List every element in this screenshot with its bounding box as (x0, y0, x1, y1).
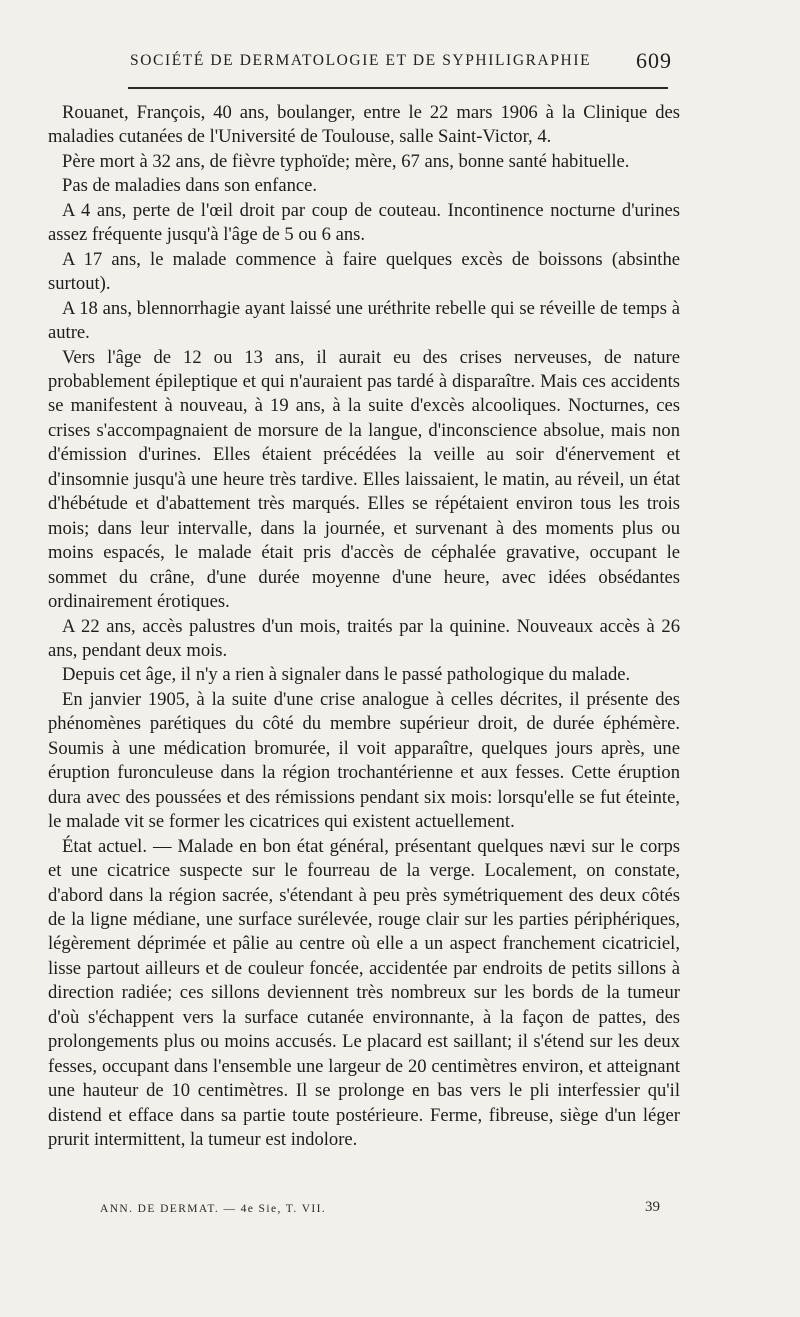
page-footer (100, 1199, 660, 1223)
signature-number: 39 (645, 1199, 660, 1215)
header-title: SOCIÉTÉ DE DERMATOLOGIE ET DE SYPHILIGRAPHIE (130, 52, 592, 69)
header-rule (128, 87, 668, 89)
paragraph-age-4: A 4 ans, perte de l'œil droit par coup de couteau. Incontinence nocturne d'urines assez fréquente jusqu'à l'âge de 5 ou 6 ans. (48, 199, 680, 246)
paragraph-since-then: Depuis cet âge, il n'y a rien à signaler dans le passé pathologique du malade. (62, 664, 631, 686)
paragraph-january-1905: En janvier 1905, à la suite d'une crise analogue à celles décrites, il présente des phénomènes parétiques du côté du membre supérieur droit, de durée éphémère. Soumis à une médication bromurée, il voit apparaître, quelques jours après, une éruption furonculeuse dans la région trochantérienne et aux fesses. Cette éruption dura avec des poussées et des rémissions pendant six mois: lorsqu'elle se fut éteinte, le malade vit se former les cicatrices qui existent actuellement. (48, 688, 680, 833)
paragraph-patient-intro: Rouanet, François, 40 ans, boulanger, entre le 22 mars 1906 à la Clinique des maladies cutanées de l'Université de Toulouse, salle Saint-Victor, 4. (48, 102, 680, 148)
paragraph-age-22: A 22 ans, accès palustres d'un mois, traités par la quinine. Nouveaux accès à 26 ans, pendant deux mois. (48, 615, 680, 661)
journal-reference: ANN. DE DERMAT. — 4e Sie, T. VII. (100, 1203, 327, 1215)
paragraph-family-history: Père mort à 32 ans, de fièvre typhoïde; mère, 67 ans, bonne santé habituelle. (62, 150, 630, 172)
paragraph-current-state: État actuel. — Malade en bon état général, présentant quelques nævi sur le corps et une cicatrice suspecte sur le fourreau de la verge. Localement, on constate, d'abord dans la région sacrée, s'étendant à peu près symétriquement des deux côtés de la ligne médiane, une surface surélevée, rouge clair sur les parties périphériques, légèrement déprimée et pâlie au centre où elle a un aspect franchement cicatriciel, lisse partout ailleurs et de couleur foncée, accidentée par endroits de petits sillons à direction radiée; ces sillons deviennent très nombreux sur les bords de la tumeur d'où s'échappent vers la surface cutanée environnante, à la façon de pattes, des prolongements plus ou moins accusés. Le placard est saillant; il s'étend sur les deux fesses, occupant dans l'ensemble une largeur de 20 centimètres environ, et atteignant une hauteur de 10 centimètres. Il se prolonge en bas vers le pli interfessier qu'il distend et efface dans sa partie toute postérieure. Ferme, fibreuse, siège d'un léger prurit intermittent, la tumeur est indolore. (48, 835, 680, 1151)
paragraph-nervous-crises: Vers l'âge de 12 ou 13 ans, il aurait eu des crises nerveuses, de nature probablement épileptique et qui n'auraient pas tardé à disparaître. Mais ces accidents se manifestent à nouveau, à 19 ans, à la suite d'excès alcooliques. Nocturnes, ces crises s'accompagnaient de morsure de la langue, d'inconscience absolue, mais non d'émission d'urines. Elles étaient précédées la veille au soir d'énervement et d'insomnie jusqu'à une heure très tardive. Elles laissaient, le matin, au réveil, un état d'hébétude et d'abattement très marqués. Elles se répétaient environ tous les trois mois; dans leur intervalle, dans la journée, et survenant à des moments plus ou moins espacés, le malade était pris d'accès de céphalée gravative, occupant le sommet du crâne, d'une durée moyenne d'une heure, avec idées obsédantes ordinairement érotiques. (48, 346, 680, 613)
paragraph-childhood: Pas de maladies dans son enfance. (62, 175, 318, 197)
paragraph-age-17: A 17 ans, le malade commence à faire quelques excès de boissons (absinthe surtout). (48, 248, 680, 295)
body-text (48, 101, 680, 1152)
page-number: 609 (636, 48, 672, 73)
running-header (40, 48, 680, 78)
paragraph-age-18: A 18 ans, blennorrhagie ayant laissé une uréthrite rebelle qui se réveille de temps à autre. (48, 297, 680, 344)
